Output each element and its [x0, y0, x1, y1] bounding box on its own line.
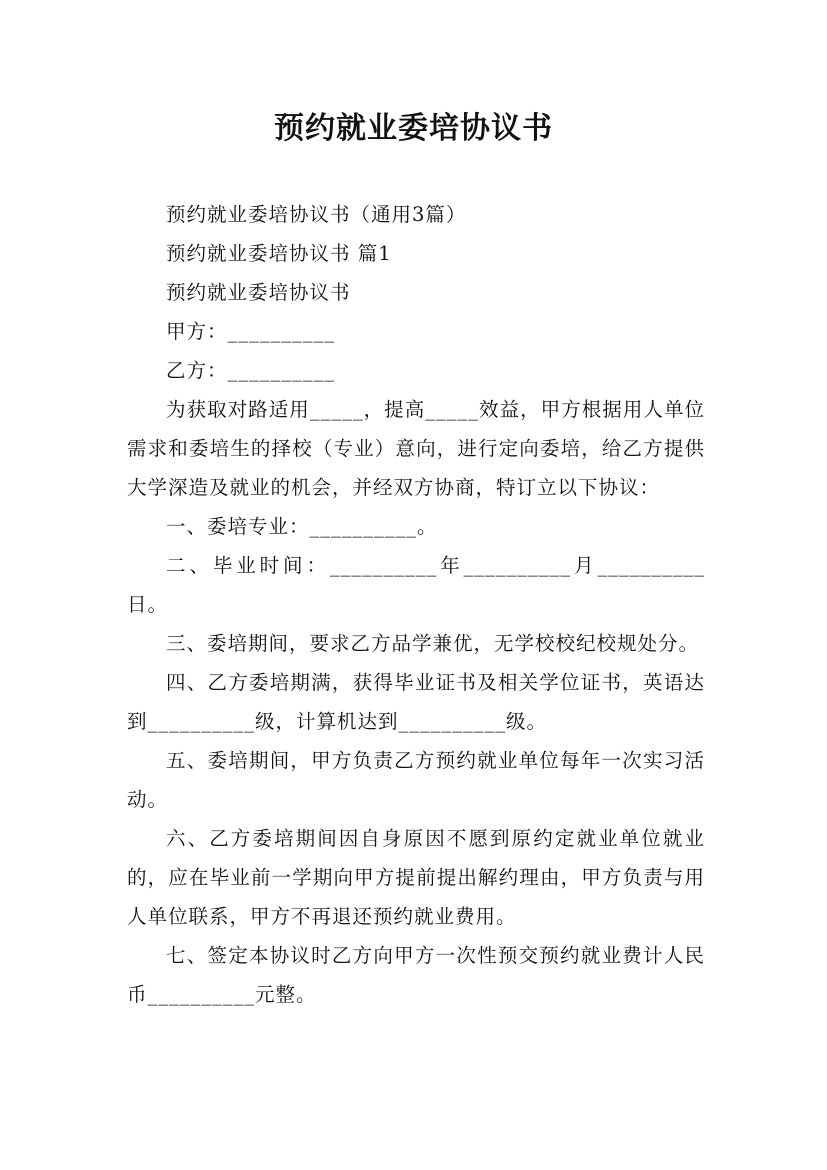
party-a-line: 甲方：__________	[166, 320, 336, 343]
heading-section-1: 预约就业委培协议书 篇1	[166, 242, 392, 265]
clause-4: 四、乙方委培期满，获得毕业证书及相关学位证书，英语达到__________级，计算机达到__________级。	[127, 671, 705, 733]
preamble-paragraph: 为获取对路适用_____，提高_____效益，甲方根据用人单位需求和委培生的择校（专业）意向，进行定向委培，给乙方提供大学深造及就业的机会，并经双方协商，特订立以下协议：	[127, 398, 705, 499]
party-b-line: 乙方：__________	[166, 359, 336, 382]
heading-agreement: 预约就业委培协议书	[166, 281, 351, 304]
clause-2: 二、毕业时间：__________年__________月__________日。	[127, 554, 705, 616]
clause-7: 七、签定本协议时乙方向甲方一次性预交预约就业费计人民币__________元整。	[127, 944, 705, 1006]
clause-5: 五、委培期间，甲方负责乙方预约就业单位每年一次实习活动。	[127, 749, 705, 811]
heading-collection: 预约就业委培协议书（通用3篇）	[166, 203, 467, 226]
document-body	[127, 195, 705, 1014]
document-title: 预约就业委培协议书	[274, 111, 553, 146]
clause-1: 一、委培专业：__________。	[166, 515, 438, 538]
clause-6: 六、乙方委培期间因自身原因不愿到原约定就业单位就业的，应在毕业前一学期向甲方提前提出解约理由，甲方负责与用人单位联系，甲方不再退还预约就业费用。	[127, 827, 705, 928]
clause-3: 三、委培期间，要求乙方品学兼优，无学校校纪校规处分。	[166, 632, 700, 655]
